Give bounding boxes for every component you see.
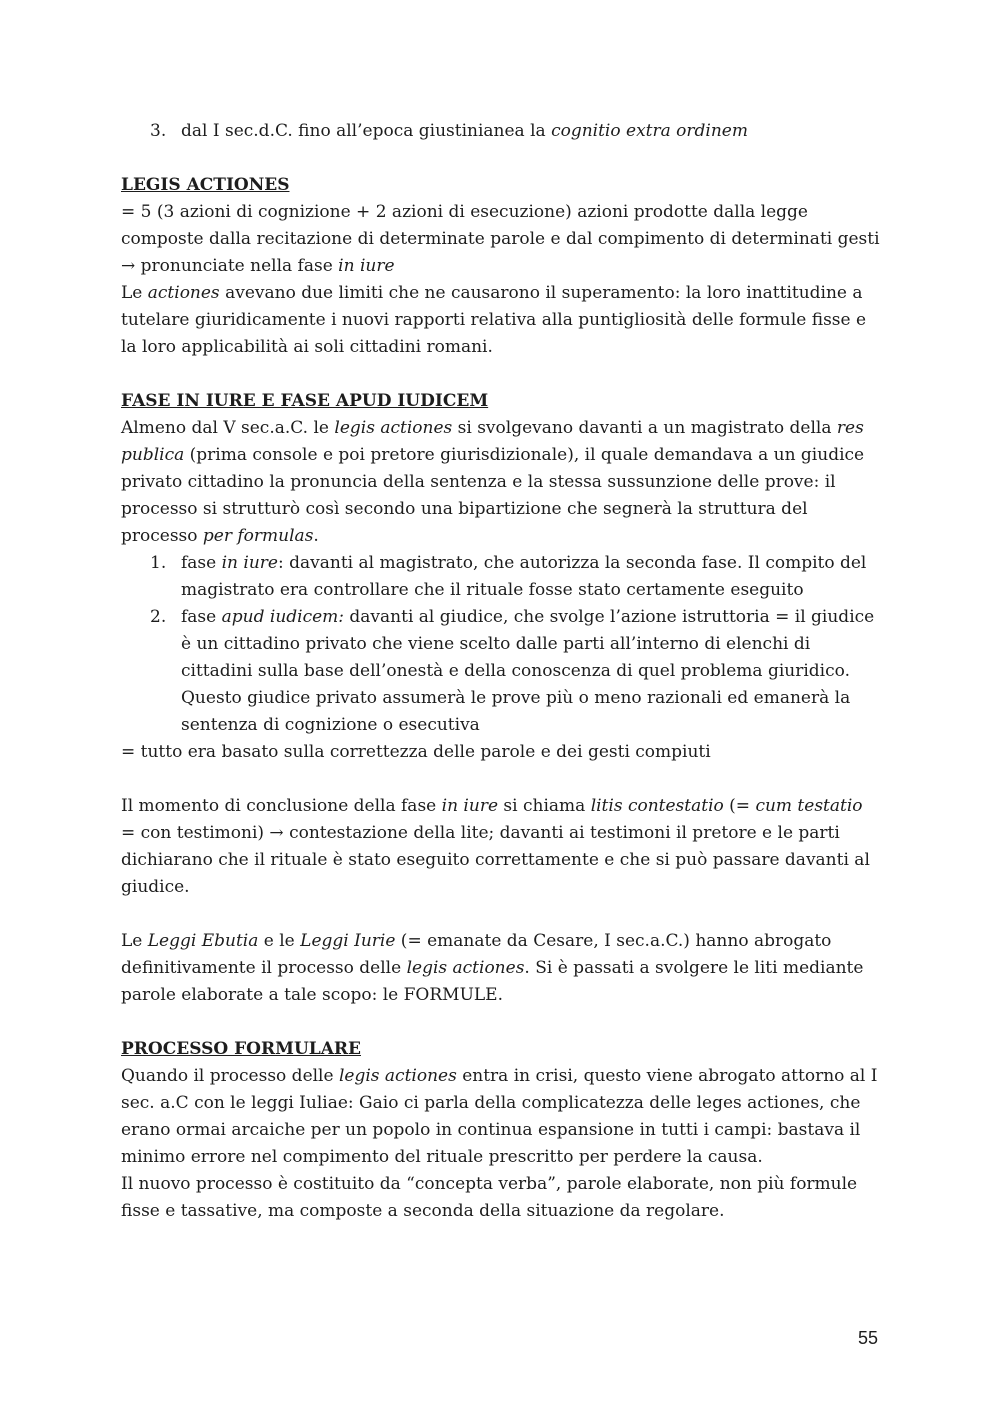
document-page [121,118,881,1225]
list-number: 1. [150,553,167,573]
paragraph: Il momento di conclusione della fase in iure si chiama litis contestatio (= cum testatio = con testimoni) → contestazione della lite; davanti ai testimoni il pretore e le parti dichiarano che il rituale è stato eseguito correttamente e che si può passare davanti al giudice. [121,796,870,897]
phases-list [121,550,881,739]
paragraph: Il nuovo processo è costituito da “concepta verba”, parole elaborate, non più formule fisse e tassative, ma composte a seconda della situazione da regolare. [121,1174,858,1221]
list-number: 3. [150,121,167,141]
paragraph: = 5 (3 azioni di cognizione + 2 azioni di esecuzione) azioni prodotte dalla legge composte dalla recitazione di determinate parole e dal compimento di determinati gesti → pronunciate nella fase in iure [121,202,880,276]
section-heading-fase: FASE IN IURE E FASE APUD IUDICEM [121,391,489,411]
list-item: 1. fase in iure: davanti al magistrato, che autorizza la seconda fase. Il compito del magistrato era controllare che il rituale fosse stato certamente eseguito [121,550,881,604]
list-item: 3. dal I sec.d.C. fino all’epoca giustinianea la cognitio extra ordinem [121,118,881,145]
paragraph: = tutto era basato sulla correttezza delle parole e dei gesti compiuti [121,742,711,762]
section-heading-processo-formulare: PROCESSO FORMULARE [121,1039,361,1059]
list-item: 2. fase apud iudicem: davanti al giudice, che svolge l’azione istruttoria = il giudice è un cittadino privato che viene scelto dalle parti all’interno di elenchi di cittadini sulla base dell’onestà e della conoscenza di quel problema giuridico. Questo giudice privato assumerà le prove più o meno razionali ed emanerà la sentenza di cognizione o esecutiva [121,604,881,739]
section-heading-legis-actiones: LEGIS ACTIONES [121,175,290,195]
paragraph: Quando il processo delle legis actiones entra in crisi, questo viene abrogato attorno al I sec. a.C con le leggi Iuliae: Gaio ci parla della complicatezza delle leges actiones, che erano ormai arcaiche per un popolo in continua espansione in tutti i campi: bastava il minimo errore nel compimento del rituale prescritto per perdere la causa. [121,1066,878,1167]
intro-list [121,118,881,145]
paragraph: Almeno dal V sec.a.C. le legis actiones si svolgevano davanti a un magistrato della res publica (prima console e poi pretore giurisdizionale), il quale demandava a un giudice privato cittadino la pronuncia della sentenza e la stessa sussunzione delle prove: il processo si strutturò così secondo una bipartizione che segnerà la struttura del processo per formulas. [121,418,865,546]
list-number: 2. [150,607,167,627]
page-number: 55 [857,1328,878,1348]
paragraph: Le actiones avevano due limiti che ne causarono il superamento: la loro inattitudine a tutelare giuridicamente i nuovi rapporti relativa alla puntigliosità delle formule fisse e la loro applicabilità ai soli cittadini romani. [121,283,867,357]
paragraph: Le Leggi Ebutia e le Leggi Iurie (= emanate da Cesare, I sec.a.C.) hanno abrogato definitivamente il processo delle legis actiones. Si è passati a svolgere le liti mediante parole elaborate a tale scopo: le FORMULE. [121,931,864,1005]
